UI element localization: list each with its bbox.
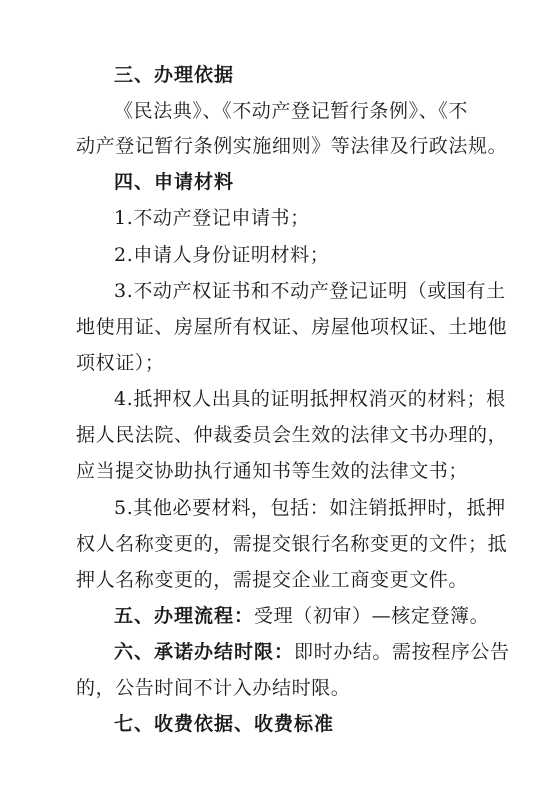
- list-item-continuation: 据人民法院、仲裁委员会生效的法律文书办理的，: [76, 424, 508, 446]
- section-heading-basis: 三、办理依据: [114, 64, 235, 86]
- time-limit-text: 即时办结。需按程序公告: [294, 641, 510, 663]
- list-item: 2.申请人身份证明材料；: [114, 244, 330, 266]
- list-item: 5.其他必要材料，包括：如注销抵押时，抵押: [114, 497, 506, 519]
- paragraph-line: 动产登记暂行条例实施细则》等法律及行政法规。: [76, 135, 508, 157]
- paragraph-line: 《民法典》、《不动产登记暂行条例》、《不: [114, 100, 469, 122]
- time-limit-label: 六、承诺办结时限：: [114, 641, 295, 663]
- list-item-continuation: 项权证）；: [76, 352, 165, 374]
- list-item-continuation: 权人名称变更的，需提交银行名称变更的文件；抵: [76, 533, 508, 555]
- time-limit-paragraph: [114, 641, 510, 663]
- section-heading-materials: 四、申请材料: [114, 171, 235, 193]
- list-item-continuation: 应当提交协助执行通知书等生效的法律文书；: [76, 460, 469, 482]
- list-item-continuation: 押人名称变更的，需提交企业工商变更文件。: [76, 569, 469, 591]
- paragraph-line: 的，公告时间不计入办结时限。: [76, 677, 351, 699]
- section-heading-fees: 七、收费依据、收费标准: [114, 713, 335, 735]
- list-item-continuation: 地使用证、房屋所有权证、房屋他项权证、土地他: [76, 316, 508, 338]
- process-text: 受理（初审）—核定登簿。: [254, 605, 490, 627]
- list-item: 1.不动产登记申请书；: [114, 207, 310, 229]
- process-paragraph: [114, 605, 496, 627]
- process-label: 五、办理流程：: [114, 605, 255, 627]
- list-item: 4.抵押权人出具的证明抵押权消灭的材料；根: [114, 388, 506, 410]
- list-item: 3.不动产权证书和不动产登记证明（或国有土: [114, 280, 506, 302]
